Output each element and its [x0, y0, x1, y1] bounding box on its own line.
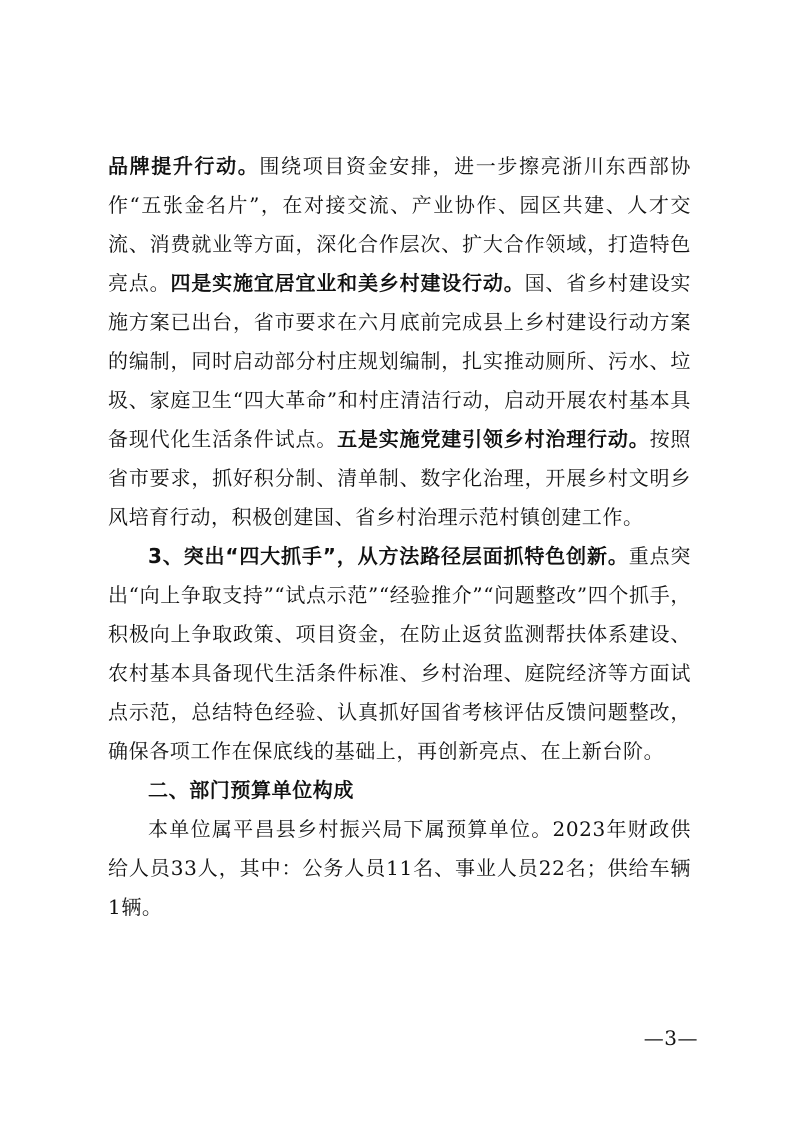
paragraph-lead-bold: 3、突出“四大抓手”，从方法路径层面抓特色创新。 [148, 544, 629, 568]
paragraph-text: 国、省乡村建设实施方案已出台，省市要求在六月底前完成县上乡村建设行动方案的编制，同时启动部分村庄规划编制，扎实推动厕所、污水、垃圾、家庭卫生“四大革命”和村庄清洁行动，启动开展农村基本具备现代化生活条件试点。 [108, 271, 691, 451]
page-number: —3— [643, 1026, 698, 1050]
paragraph-text: 本单位属平昌县乡村振兴局下属预算单位。2023年财政供给人员33人，其中：公务人员11名、事业人员22名；供给车辆1辆。 [108, 817, 691, 919]
paragraph-text: 围绕项目资金安排，进一步擦亮浙川东西部协作“五张金名片”，在对接交流、产业协作、园区共建、人才交流、消费就业等方面，深化合作层次、扩大合作领域，打造特色亮点。 [108, 154, 692, 295]
paragraph-brand-action [108, 147, 691, 537]
paragraph-bold-point-four: 四是实施宜居宜业和美乡村建设行动。 [170, 271, 525, 295]
paragraph-bold-point-five: 五是实施党建引领乡村治理行动。 [337, 427, 650, 451]
paragraph-text: 重点突出“向上争取支持”“试点示范”“经验推介”“问题整改”四个抓手，积极向上争取政策、项目资金，在防止返贫监测帮扶体系建设、农村基本具备现代生活条件标准、乡村治理、庭院经济等方面试点示范，总结特色经验、认真抓好国省考核评估反馈问题整改，确保各项工作在保底线的基础上，再创新亮点、在上新台阶。 [108, 544, 691, 763]
paragraph-lead-bold: 品牌提升行动。 [108, 154, 260, 178]
paragraph-budget-units [108, 810, 691, 927]
paragraph-text: 按照省市要求，抓好积分制、清单制、数字化治理，开展乡村文明乡风培育行动，积极创建国、省乡村治理示范村镇创建工作。 [108, 427, 691, 529]
section-heading: 二、部门预算单位构成 [148, 778, 354, 802]
paragraph-four-levers [108, 537, 691, 771]
document-body [108, 147, 691, 927]
